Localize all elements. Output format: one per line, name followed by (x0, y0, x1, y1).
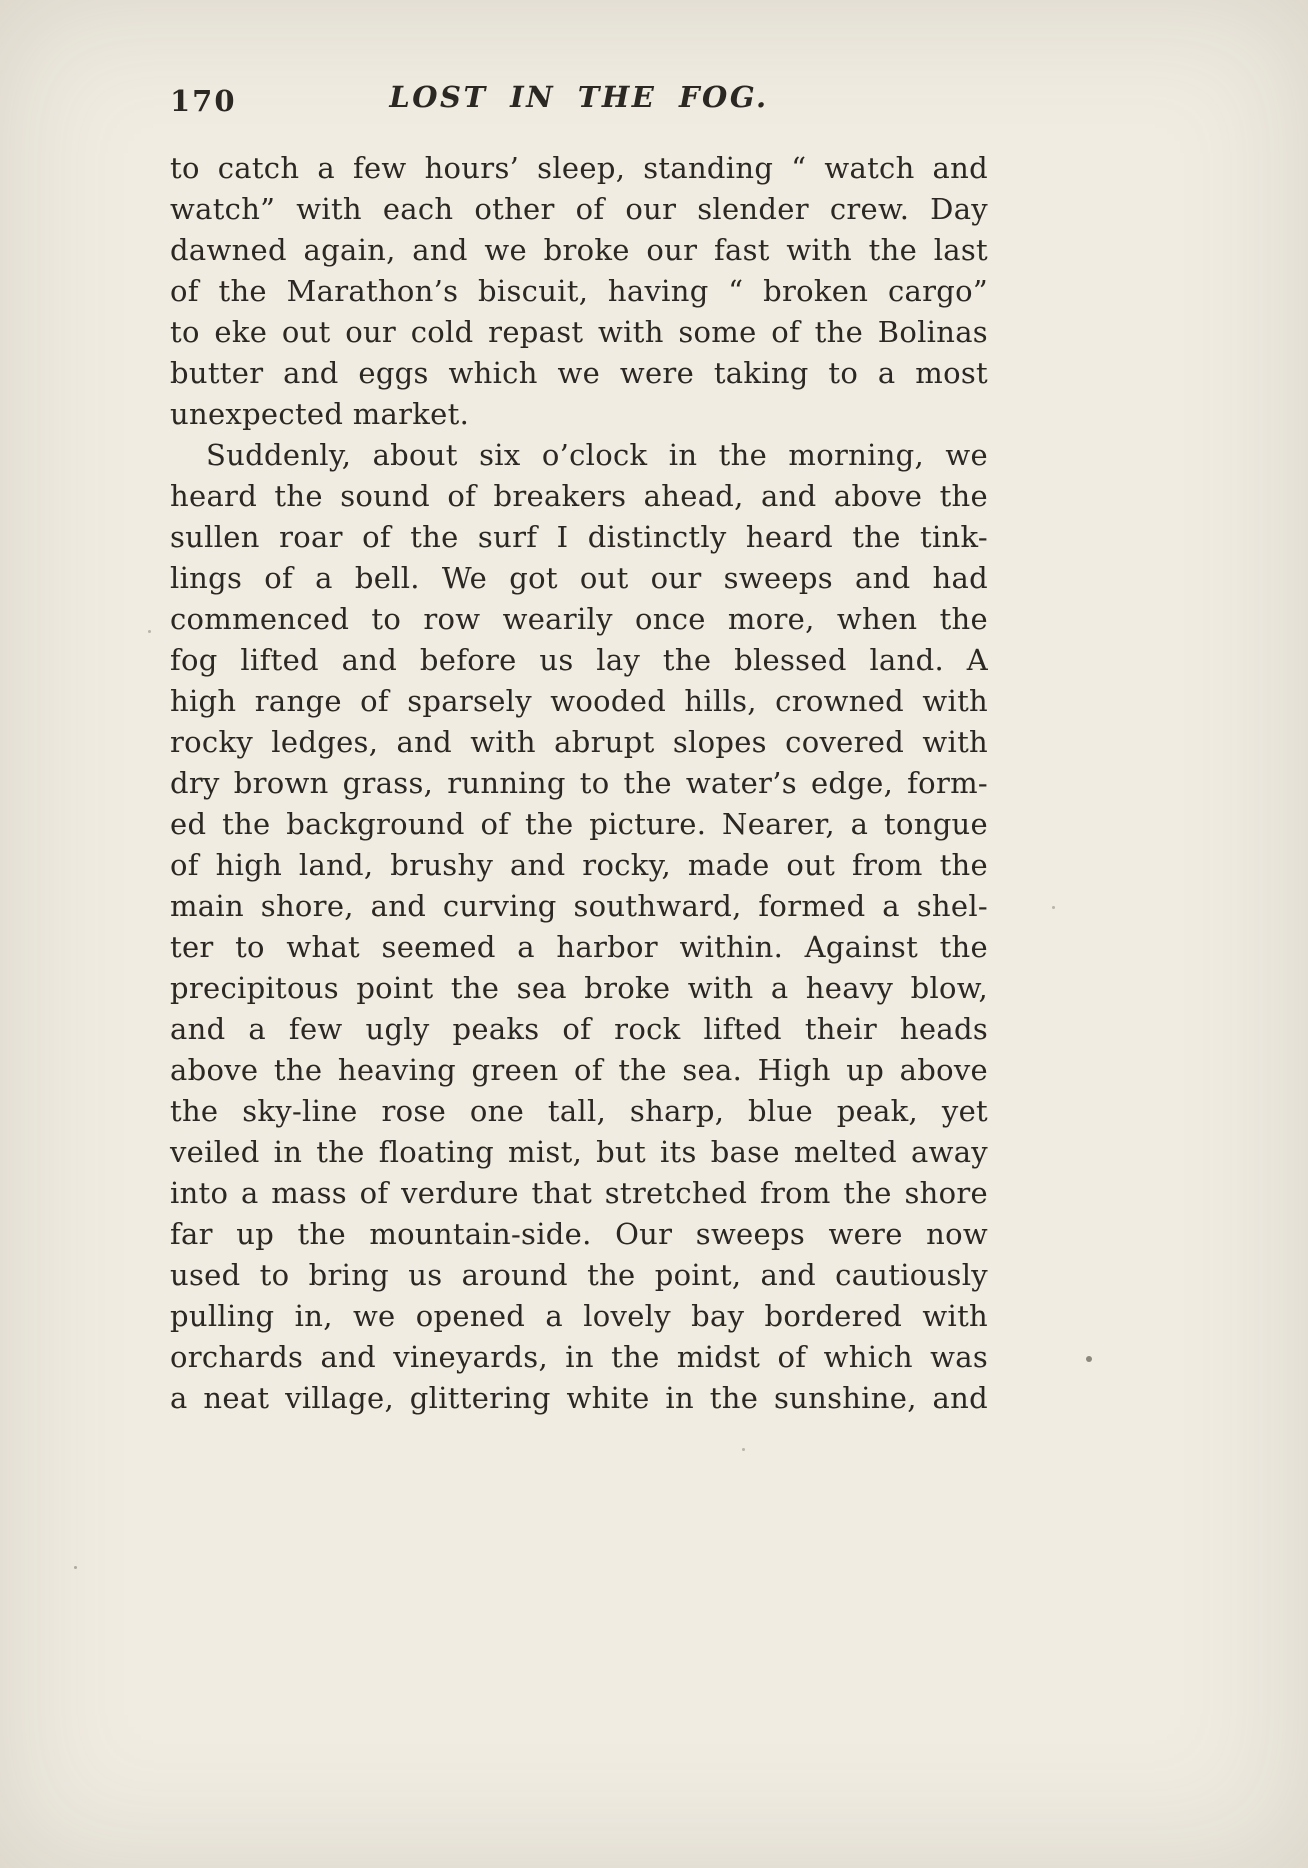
text-line: watch” with each other of our slender crew. Day (170, 192, 988, 226)
text-line: used to bring us around the point, and cautiously (170, 1258, 988, 1292)
text-line: main shore, and curving southward, formed a shel- (170, 889, 988, 923)
text-line: heard the sound of breakers ahead, and above the (170, 479, 988, 513)
text-line: of high land, brushy and rocky, made out from the (170, 848, 988, 882)
text-line: fog lifted and before us lay the blessed land. A (170, 643, 988, 677)
text-line: to eke out our cold repast with some of the Bolinas (170, 315, 988, 349)
text-line: to catch a few hours’ sleep, standing “ watch and (170, 151, 988, 185)
page-content (170, 80, 988, 1419)
text-line: pulling in, we opened a lovely bay bordered with (170, 1299, 988, 1333)
text-line: and a few ugly peaks of rock lifted their heads (170, 1012, 988, 1046)
page-body (170, 148, 988, 1419)
running-title: LOST IN THE FOG. (389, 80, 769, 114)
text-line: of the Marathon’s biscuit, having “ broken cargo” (170, 274, 988, 308)
text-line: lings of a bell. We got out our sweeps and had (170, 561, 988, 595)
text-line: unexpected market. (170, 397, 470, 431)
text-line: dry brown grass, running to the water’s edge, form- (170, 766, 988, 800)
text-line: into a mass of verdure that stretched from the shore (170, 1176, 988, 1210)
scan-speck (1086, 1356, 1092, 1362)
text-line: ed the background of the picture. Nearer, a tongue (170, 807, 988, 841)
text-line: a neat village, glittering white in the sunshine, and (170, 1381, 988, 1415)
text-line: dawned again, and we broke our fast with the last (170, 233, 988, 267)
text-line: Suddenly, about six o’clock in the morning, we (206, 438, 988, 472)
text-line: the sky-line rose one tall, sharp, blue peak, yet (170, 1094, 988, 1128)
text-line: far up the mountain-side. Our sweeps were now (170, 1217, 988, 1251)
text-line: above the heaving green of the sea. High up above (170, 1053, 988, 1087)
text-line: precipitous point the sea broke with a heavy blow, (170, 971, 988, 1005)
text-line: rocky ledges, and with abrupt slopes covered with (170, 725, 988, 759)
scan-speck (742, 1448, 745, 1451)
text-line: ter to what seemed a harbor within. Against the (170, 930, 988, 964)
page-number: 170 (170, 84, 237, 118)
scan-speck (74, 1566, 77, 1569)
page-header (170, 80, 988, 124)
text-line: veiled in the floating mist, but its base melted away (170, 1135, 988, 1169)
scan-speck (1052, 906, 1055, 909)
text-line: butter and eggs which we were taking to a most (170, 356, 988, 390)
text-line: commenced to row wearily once more, when the (170, 602, 988, 636)
text-line: orchards and vineyards, in the midst of which was (170, 1340, 988, 1374)
text-line: high range of sparsely wooded hills, crowned with (170, 684, 988, 718)
text-line: sullen roar of the surf I distinctly heard the tink- (170, 520, 988, 554)
scan-speck (148, 630, 151, 633)
